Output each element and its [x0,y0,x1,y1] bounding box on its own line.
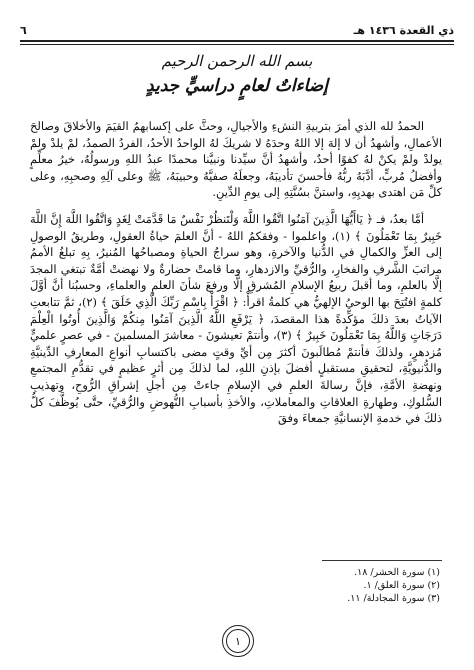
sermon-title: إضاءاتٌ لعامٍ دراسيٍّ جديدٍ [146,76,328,96]
page-number-value: ١ [235,634,241,648]
footnote: (١) سورة الحشر/ ١٨. [354,567,440,578]
footnote: (٣) سورة المجادلة/ ١١. [347,593,440,604]
paragraph: أمَّا بعدُ، فـ ﴿ يَاأَيُّهَا الَّذِينَ آمَنُوا اتَّقُوا اللَّهَ وَلْتَنظُرْ نَفْسٌ مَا قَدَّمَتْ لِغَدٍ وَاتَّقُوا اللَّهَ إِنَّ اللَّهَ خَبِيرٌ بِمَا تَعْمَلُونَ ﴾ (١)، واعلموا - وفقكمُ اللهُ - أنَّ العلمَ حياةُ العقولِ، وطريقُ الوصولِ إلى العزِّ والكمالِ في الدُّنيا والآخرةِ، وهو سراجُ الحياةِ ومصباحُها المُنيرُ، بِهِ تبلغُ الأممُ مراتبَ الشَّرفِ والفخارِ، والرُّقيِّ والازدهارِ، وما قامتْ حضارةٌ ولا نهضتْ أمَّةٌ تبتغي المجدَ إلَّا بالعلمِ، وما أقبلَ ربيعُ الإسلامِ المُشرقِ إلَّا ورفعَ شأنَ العلمِ والعلماءِ، وحسبُنا أنَّ أوَّلَ كلمةٍ افتُتِحَ بها الوحيُ الإلهيُّ هي كلمةُ اقرأْ: ﴿ اقْرَأْ بِاسْمِ رَبِّكَ الَّذِي خَلَقَ ﴾ (٢)، ثمَّ تتابعتِ الآياتُ بعدَ ذلكَ مؤكِّدةً هذا المقصدَ، ﴿ يَرْفَعِ اللَّهُ الَّذِينَ آمَنُوا مِنكُمْ وَالَّذِينَ أُوتُوا الْعِلْمَ دَرَجَاتٍ وَاللَّهُ بِمَا تَعْمَلُونَ خَبِيرٌ ﴾ (٣)، وأنتمْ تعيشونَ - معاشرَ المسلمينَ - في عصرٍ علميٍّ مُزدهرٍ، ولذلكَ فأنتمْ مُطالَبونَ أكثرَ مِن أيِّ وقتٍ مضى باكتسابِ أنواعِ المعارفِ الدِّينيَّةِ والدُّنيويَّةِ، لتحقيقِ مستقبلٍ أفضلَ بإذنِ اللهِ، لما لذلكَ مِن أثرٍ عظيمٍ في تقدُّمِ المجتمعِ ونهضةِ الأمَّةِ، فإنَّ رسالةَ العلمِ في الإسلامِ جاءتْ مِن أجلِ إشراقِ الرُّوحِ، وتهذيبِ السُّلوكِ، وطهارةِ العلاقاتِ والمعاملاتِ، والأخذِ بأسبابِ النُّهوضِ والرُّقيِّ، حتَّى يُوظَّفَ كلُّ ذلكَ في خدمةِ الإنسانيَّةِ جمعاءَ وفقَ [30,211,442,426]
footnote-separator [322,560,442,561]
page-number-ring [226,629,250,653]
footnotes [200,566,440,605]
header-date: ذي القعدة ١٤٣٦ هـ [353,23,454,37]
paragraph: الحمدُ لله الذي أمرَ بتربيةِ النشءِ والأجيالِ، وحثَّ على إكسابهمُ القيَمَ والأخلاقَ وصالحَ الأعمالِ، وأشهدُ أن لا إلهَ إلا اللهُ وحدَهُ لا شريكَ لهُ الواحدُ الأحدُ، الفردُ الصمدُ، لمْ يلدْ ولمْ يولدْ ولمْ يكنْ لهُ كفوًا أحدٌ، وأشهدُ أنَّ سيِّدنا ونبيَّنا محمدًا عبدُ اللهِ ورسولُهُ، خيرُ معلِّمٍ وأفضلُ مُربٍّ، أدَّبَهُ ربُّهُ فأحسنَ تأديبَهُ، وجعلَهُ صفيَّهُ وحبيبَهُ، ﷺ وعلى آلِهِ وصحبِهِ، وعلى كلِّ مَن اهتدى بهديِهِ، واستنَّ بسُنَّتِهِ إلى يومِ الدِّينِ. [30,119,442,200]
running-header [20,20,454,40]
header-rule-thin [20,44,454,45]
sermon-body [30,118,442,435]
basmala: بسم الله الرحمن الرحيم [161,52,313,70]
header-rule [20,40,454,42]
header-page-marker: ٦ [20,23,27,37]
page-number [222,625,254,657]
footnote: (٢) سورة العلق/ ١. [363,580,440,591]
